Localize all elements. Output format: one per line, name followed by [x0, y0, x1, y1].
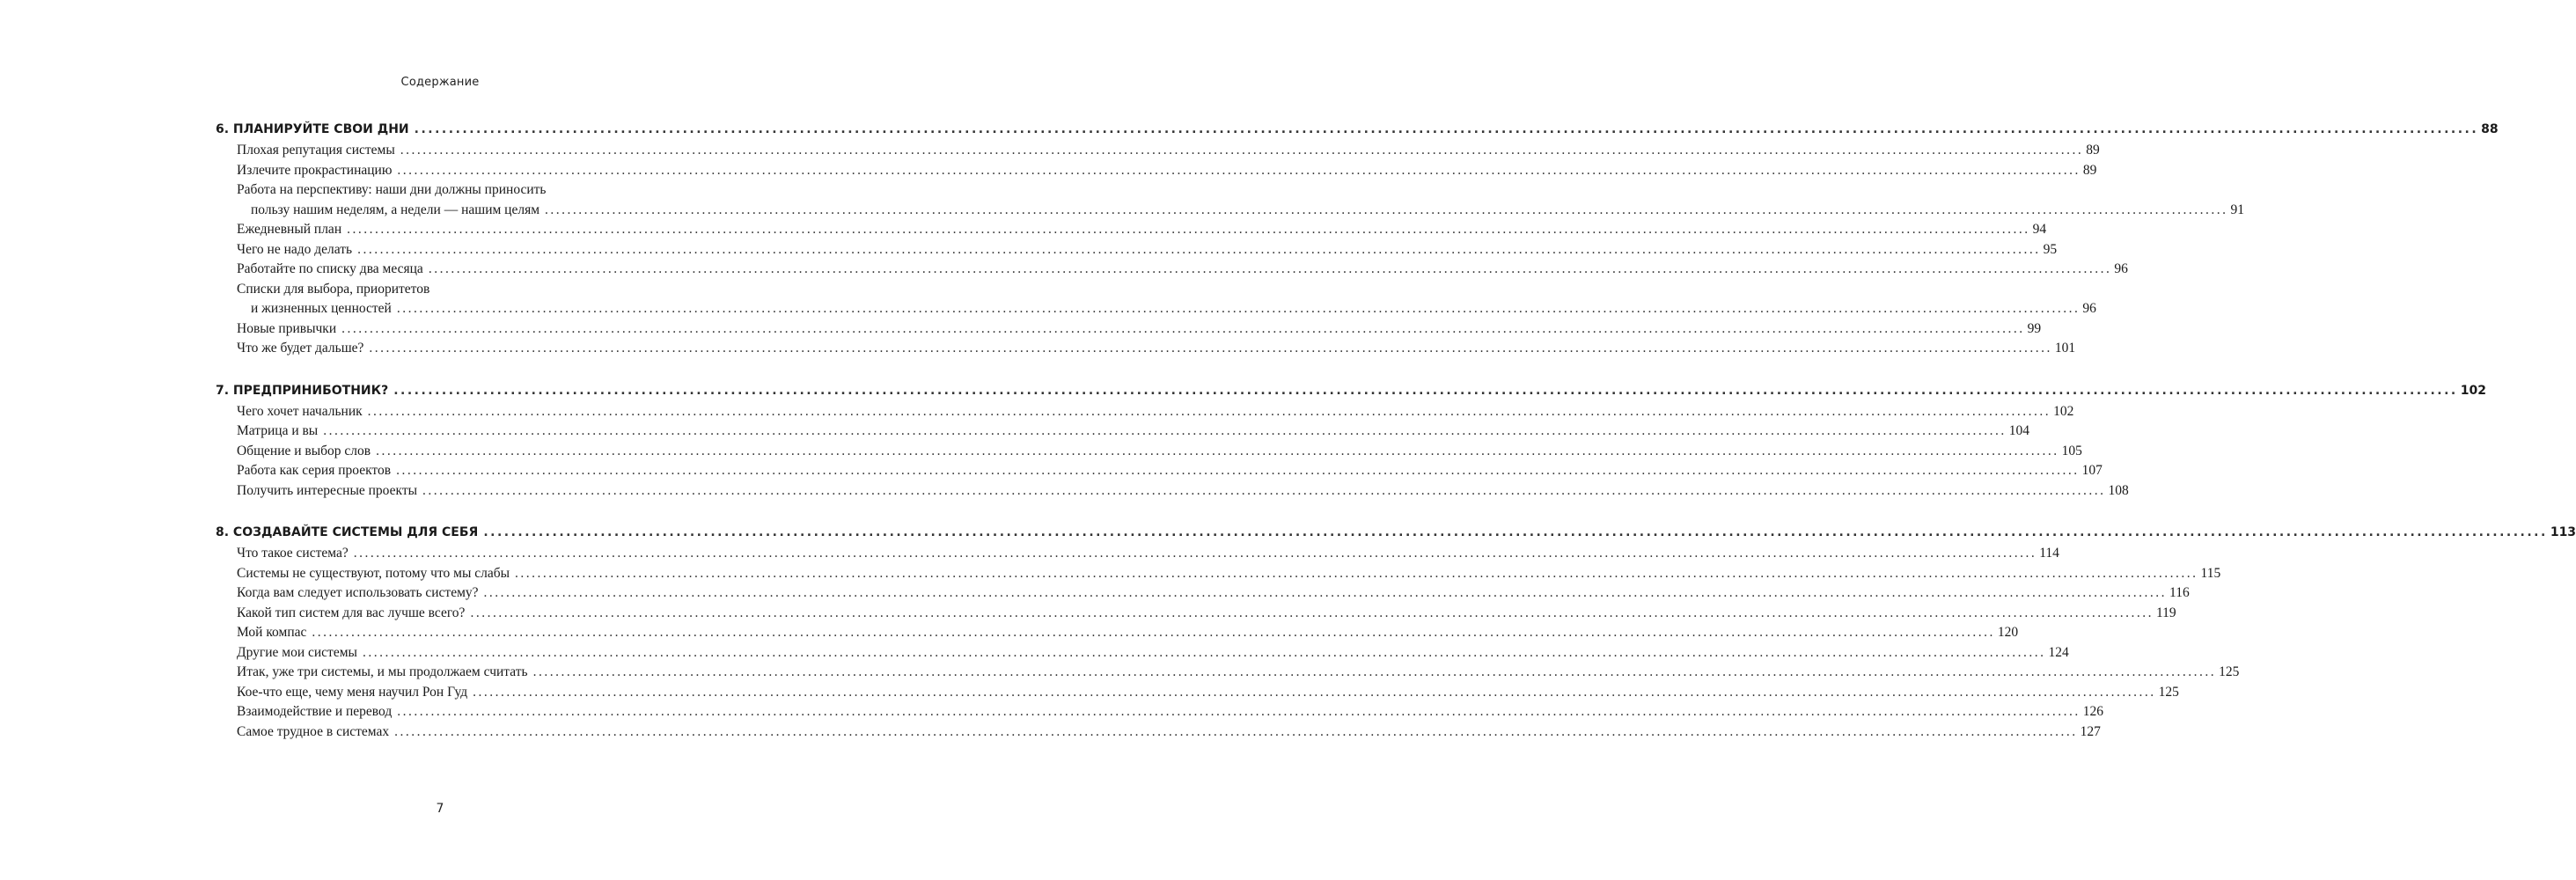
toc-entry[interactable]	[237, 141, 2100, 161]
chapter-page: 88	[2481, 122, 2499, 136]
toc-entry-page: 99	[2027, 320, 2042, 336]
toc-entry-line	[237, 722, 2101, 743]
running-header: Содержание	[400, 76, 480, 89]
toc-entry-line	[237, 583, 2190, 604]
toc-entry-title: Другие мои системы	[237, 644, 357, 660]
toc-entry-line	[237, 623, 2019, 643]
toc-entry-line	[237, 280, 653, 300]
toc-entry-line	[237, 339, 2076, 359]
toc-entry-line	[237, 240, 2058, 260]
dot-leader: ............................................................................................................................................................................................................................................................................................................	[341, 320, 2025, 336]
toc-entry[interactable]	[237, 683, 2179, 703]
dot-leader: ............................................................................................................................................................................................................................................................................................................	[545, 202, 2228, 217]
toc-entry-title: Чего хочет начальник	[237, 403, 363, 419]
toc-entry-title: Работа как серия проектов	[237, 463, 392, 478]
dot-leader: ............................................................................................................................................................................................................................................................................................................	[515, 565, 2198, 581]
chapter-title: 6. ПЛАНИРУЙТЕ СВОИ ДНИ	[216, 122, 409, 136]
dot-leader: ............................................................................................................................................................................................................................................................................................................	[353, 546, 2037, 561]
toc-entry-page: 125	[2219, 664, 2240, 679]
toc-entry-line	[237, 161, 2097, 181]
toc-entry-page: 107	[2081, 463, 2103, 478]
toc-entry-page: 114	[2039, 546, 2059, 561]
toc-entry-line	[237, 683, 2179, 703]
dot-leader: ............................................................................................................................................................................................................................................................................................................	[357, 241, 2041, 257]
table-of-contents	[216, 118, 2576, 742]
toc-entry-line	[237, 702, 2103, 722]
toc-entry-title: Плохая репутация системы	[237, 143, 395, 158]
toc-entry[interactable]	[237, 481, 2129, 502]
toc-entry-title: Какой тип систем для вас лучше всего?	[237, 605, 466, 620]
toc-entry-page: 91	[2230, 202, 2245, 217]
toc-entry-line	[237, 544, 2059, 564]
toc-entry-page: 120	[1997, 625, 2019, 640]
toc-entry-line	[237, 643, 2069, 664]
chapter-page: 113	[2550, 525, 2576, 539]
dot-leader: ............................................................................................................................................................................................................................................................................................................	[414, 122, 2479, 136]
dot-leader: ............................................................................................................................................................................................................................................................................................................	[347, 222, 2030, 237]
toc-entry-title: Что такое система?	[237, 546, 349, 561]
toc-entry[interactable]	[237, 544, 2059, 564]
toc-entry-page: 95	[2043, 241, 2058, 257]
toc-entry[interactable]	[237, 722, 2101, 743]
toc-entry-line	[237, 402, 2074, 422]
toc-entry-line	[237, 141, 2100, 161]
dot-leader: ............................................................................................................................................................................................................................................................................................................	[362, 644, 2046, 660]
toc-entry-title: Получить интересные проекты	[237, 482, 418, 498]
toc-entry-title: и жизненных ценностей	[251, 301, 392, 316]
toc-entry-page: 105	[2061, 443, 2082, 458]
toc-entry-page: 116	[2169, 585, 2190, 600]
toc-entry-line	[237, 564, 2221, 584]
chapter-title: 7. ПРЕДПРИНИБОТНИК?	[216, 383, 389, 398]
toc-entry-title: Матрица и вы	[237, 423, 319, 438]
toc-entry-title: пользу нашим неделям, а недели — нашим целям	[251, 202, 540, 217]
toc-entry-page: 125	[2158, 684, 2179, 700]
toc-entry-title: Когда вам следует использовать систему?	[237, 585, 479, 600]
toc-entry-line	[237, 299, 2096, 319]
dot-leader: ............................................................................................................................................................................................................................................................................................................	[483, 585, 2168, 600]
toc-entry-title: Кое-что еще, чему меня научил Рон Гуд	[237, 684, 468, 700]
toc-entry-title: Мой компас	[237, 625, 307, 640]
dot-leader: ............................................................................................................................................................................................................................................................................................................	[532, 664, 2217, 679]
toc-entry[interactable]	[237, 240, 2058, 260]
toc-entry-title: Чего не надо делать	[237, 241, 353, 257]
toc-entry[interactable]	[237, 260, 2128, 280]
chapter-heading[interactable]	[216, 118, 2499, 141]
toc-entry-page: 108	[2108, 482, 2129, 498]
toc-entry[interactable]	[237, 583, 2190, 604]
toc-entry-page: 96	[2082, 301, 2096, 316]
toc-entry[interactable]	[237, 220, 2047, 240]
dot-leader: ............................................................................................................................................................................................................................................................................................................	[396, 301, 2081, 316]
toc-entry-title: Ежедневный план	[237, 222, 342, 237]
dot-leader: ............................................................................................................................................................................................................................................................................................................	[400, 143, 2084, 158]
toc-entry-line	[237, 319, 2042, 340]
toc-entry-line	[237, 663, 2240, 683]
toc-entry-page: 115	[2200, 565, 2221, 581]
toc-entry[interactable]	[237, 402, 2074, 422]
chapter-page: 102	[2460, 383, 2486, 398]
toc-entry-line	[237, 180, 653, 201]
dot-leader: ............................................................................................................................................................................................................................................................................................................	[397, 704, 2081, 719]
page-number: 7	[436, 802, 444, 816]
toc-entry[interactable]	[237, 663, 2240, 683]
chapter-heading[interactable]	[216, 379, 2486, 402]
toc-entry-title: Работа на перспективу: наши дни должны приносить	[237, 182, 547, 197]
dot-leader: ............................................................................................................................................................................................................................................................................................................	[367, 403, 2051, 419]
toc-entry-line	[237, 201, 2245, 221]
toc-entry-page: 119	[2155, 605, 2176, 620]
toc-entry-title: Списки для выбора, приоритетов	[237, 281, 430, 297]
toc-entry-page: 94	[2032, 222, 2047, 237]
dot-leader: ............................................................................................................................................................................................................................................................................................................	[312, 625, 1995, 640]
toc-entry[interactable]	[237, 422, 2029, 442]
dot-leader: ............................................................................................................................................................................................................................................................................................................	[422, 482, 2106, 498]
toc-entry-line	[237, 442, 2082, 462]
toc-entry-title: Новые привычки	[237, 320, 337, 336]
toc-entry-title: Взаимодействие и перевод	[237, 704, 393, 719]
toc-entry-page: 104	[2008, 423, 2029, 438]
toc-entry-line	[237, 604, 2176, 624]
toc-entry[interactable]	[237, 643, 2069, 664]
toc-entry[interactable]	[237, 319, 2042, 340]
toc-entry[interactable]	[237, 604, 2176, 624]
toc-entry-title: Системы не существуют, потому что мы слабы	[237, 565, 510, 581]
toc-entry-page: 96	[2114, 261, 2128, 276]
dot-leader: ............................................................................................................................................................................................................................................................................................................	[323, 423, 2007, 438]
dot-leader: ............................................................................................................................................................................................................................................................................................................	[369, 341, 2052, 356]
toc-entry-title: Работайте по списку два месяца	[237, 261, 423, 276]
dot-leader: ............................................................................................................................................................................................................................................................................................................	[376, 443, 2059, 458]
toc-entry-page: 101	[2054, 341, 2076, 356]
toc-entry-line	[237, 481, 2129, 502]
toc-entry-page: 124	[2048, 644, 2069, 660]
toc-entry-line	[237, 461, 2103, 481]
chapter-title: 8. СОЗДАВАЙТЕ СИСТЕМЫ ДЛЯ СЕБЯ	[216, 525, 479, 539]
dot-leader: ............................................................................................................................................................................................................................................................................................................	[393, 383, 2458, 398]
chapter-heading[interactable]	[216, 521, 2576, 544]
dot-leader: ............................................................................................................................................................................................................................................................................................................	[483, 525, 2548, 539]
dot-leader: ............................................................................................................................................................................................................................................................................................................	[396, 463, 2080, 478]
toc-entry[interactable]	[237, 702, 2103, 722]
toc-entry-title: Что же будет дальше?	[237, 341, 364, 356]
toc-entry[interactable]	[237, 623, 2019, 643]
toc-entry-page: 102	[2053, 403, 2074, 419]
dot-leader: ............................................................................................................................................................................................................................................................................................................	[394, 723, 2078, 739]
toc-entry[interactable]	[237, 180, 2245, 220]
toc-entry-page: 89	[2082, 162, 2097, 178]
toc-entry[interactable]	[237, 339, 2076, 359]
dot-leader: ............................................................................................................................................................................................................................................................................................................	[473, 684, 2156, 700]
toc-entry-line	[237, 220, 2047, 240]
toc-entry[interactable]	[237, 564, 2221, 584]
toc-entry-title: Самое трудное в системах	[237, 723, 390, 739]
toc-entry-page: 126	[2082, 704, 2103, 719]
dot-leader: ............................................................................................................................................................................................................................................................................................................	[470, 605, 2154, 620]
toc-entry[interactable]	[237, 280, 2096, 319]
toc-entry-page: 127	[2080, 723, 2101, 739]
toc-entry-line	[237, 260, 2128, 280]
toc-entry-title: Итак, уже три системы, и мы продолжаем считать	[237, 664, 528, 679]
dot-leader: ............................................................................................................................................................................................................................................................................................................	[428, 261, 2112, 276]
toc-entry-page: 89	[2086, 143, 2100, 158]
dot-leader: ............................................................................................................................................................................................................................................................................................................	[397, 162, 2081, 178]
toc-entry-line	[237, 422, 2029, 442]
toc-entry[interactable]	[237, 461, 2103, 481]
toc-entry[interactable]	[237, 442, 2082, 462]
toc-entry[interactable]	[237, 161, 2097, 181]
toc-entry-title: Общение и выбор слов	[237, 443, 371, 458]
toc-entry-title: Излечите прокрастинацию	[237, 162, 393, 178]
